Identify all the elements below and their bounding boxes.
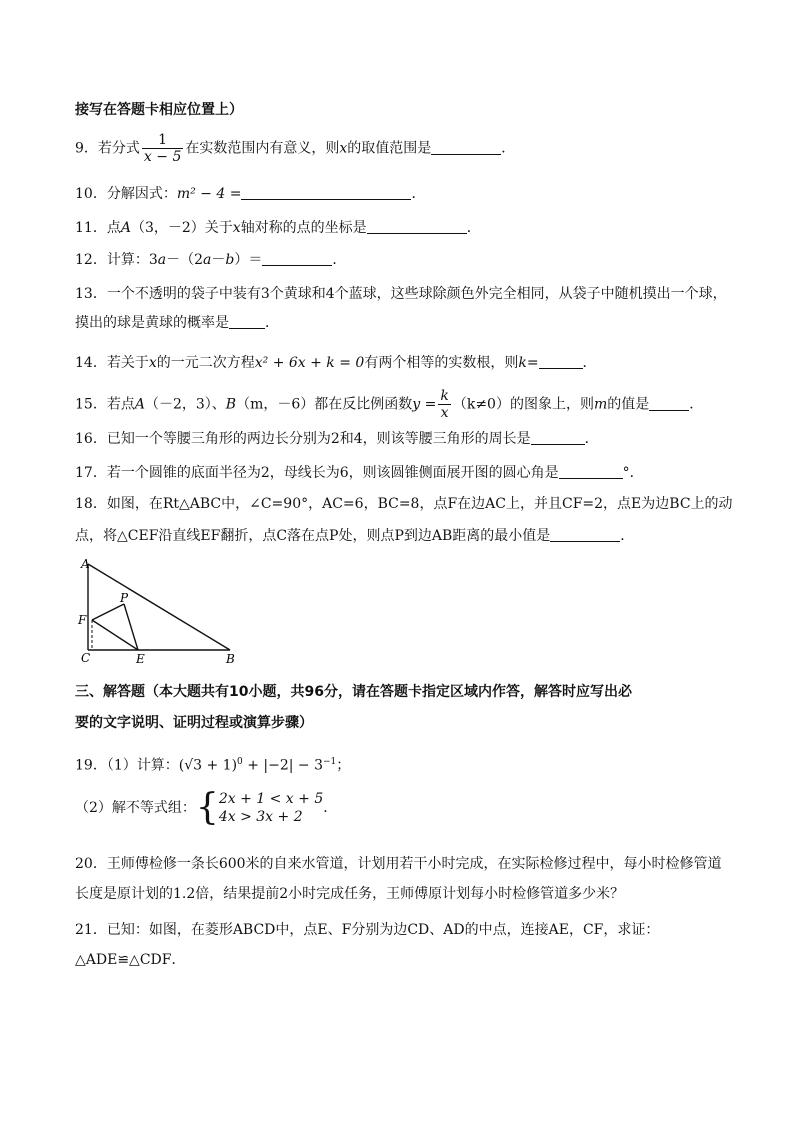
section-3-title-line-2: 要的文字说明、证明过程或演算步骤） (75, 715, 313, 731)
q15-point-b: B (225, 396, 237, 413)
q19-p2-end: ． (323, 800, 338, 816)
label-c: C (81, 651, 91, 665)
label-e: E (136, 652, 145, 666)
question-18-line-1: 18．如图，在Rt△ABC中，∠C=90°，AC=6，BC=8，点F在边AC上，并且CF=2，点E为边BC上的动 (75, 496, 733, 512)
question-20-line-2: 长度是原计划的1.2倍，结果提前2小时完成任务，王师傅原计划每小时检修管道多少米？ (75, 886, 625, 902)
q12-answer-blank[interactable] (262, 251, 332, 266)
label-p: P (120, 591, 129, 605)
q12-var-a2: a (203, 252, 212, 268)
q11-answer-blank[interactable] (367, 219, 467, 234)
q19-inequality-2: 4x > 3x + 2 (218, 809, 303, 825)
q18-end: ． (620, 528, 635, 544)
q10-end: ． (411, 186, 426, 202)
q16-end: ． (584, 431, 599, 447)
q9-answer-blank[interactable] (431, 140, 501, 155)
q16-answer-blank[interactable] (531, 430, 585, 445)
question-12 (75, 250, 346, 270)
question-21-line-1: 21．已知：如图，在菱形ABCD中，点E、F分别为边CD、AD的中点，连接AE，CF，求证： (75, 922, 660, 938)
q11-text: 轴对称的点的坐标是 (240, 220, 367, 236)
q12-var-b: b (225, 252, 235, 268)
q11-point: A (120, 220, 131, 236)
question-9 (75, 132, 515, 165)
q11-coords: （3，－2）关于 (130, 220, 233, 236)
q17-answer-blank[interactable] (559, 464, 623, 479)
q9-prefix: 9．若分式 (75, 140, 140, 157)
q13-end: ． (265, 315, 279, 331)
q12-var-a: a (157, 252, 167, 268)
q19-p1-expr1: (√3 + 1) (178, 757, 238, 774)
q19-p2-prefix: （2）解不等式组： (75, 800, 196, 816)
q17-text: 17．若一个圆锥的底面半径为2，母线长为6，则该圆锥侧面展开图的圆心角是 (75, 465, 559, 481)
label-f: F (78, 613, 87, 627)
q19-p1-prefix: 19．（1）计算： (75, 757, 179, 774)
q19-p1-exponent: −1 (323, 757, 337, 767)
q9-text: 在实数范围内有意义，则 (185, 140, 340, 157)
q14-text-2: 有两个相等的实数根，则 (364, 355, 519, 371)
q9-fraction (142, 132, 183, 165)
q15-y: y = (412, 396, 437, 413)
q10-prefix: 10．分解因式： (75, 186, 177, 202)
label-b: B (226, 652, 235, 666)
q14-prefix: 14．若关于 (75, 355, 149, 371)
q15-text: 的值是 (607, 396, 650, 413)
segment-ab (88, 564, 230, 650)
segment-pe (124, 604, 138, 650)
q14-text: 的一元二次方程 (156, 355, 255, 371)
q12-prefix: 12．计算：3 (75, 252, 158, 268)
q15-coords-b: （m，－6）都在反比例函数 (236, 396, 413, 413)
q15-numerator: k (440, 388, 449, 404)
q11-end: ． (466, 220, 481, 236)
q9-denominator: x − 5 (143, 149, 182, 165)
q14-var: x (148, 355, 157, 371)
q14-eqsign: = (526, 355, 539, 371)
q9-text-2: 的取值范围是 (347, 140, 432, 157)
q14-equation: x² + 6x + k = 0 (254, 355, 365, 371)
question-14 (75, 353, 597, 373)
question-13-line-2 (75, 313, 279, 333)
q9-end: ． (501, 140, 516, 157)
q18-answer-blank[interactable] (550, 527, 620, 542)
question-13-line-1: 13．一个不透明的袋子中装有3个黄球和4个蓝球，这些球除颜色外完全相同，从袋子中随机摸出一个球， (75, 286, 727, 302)
q15-point-a: A (134, 396, 145, 413)
q15-var-m: m (593, 396, 608, 413)
question-19-part-2 (75, 787, 338, 828)
q15-prefix: 15．若点 (75, 396, 135, 413)
q19-inequality-system (219, 790, 323, 826)
q15-coords-a: （－2，3）、 (144, 396, 226, 413)
question-10 (75, 184, 425, 204)
q15-condition: （k≠0）的图象上，则 (452, 396, 594, 413)
question-11 (75, 218, 481, 238)
q19-p1-exponent-zero: 0 (237, 757, 243, 767)
q12-end: ． (332, 252, 347, 268)
q14-end: ． (582, 355, 597, 371)
section-3-title-line-1: 三、解答题（本大题共有10小题，共96分，请在答题卡指定区域内作答，解答时应写出必 (75, 684, 632, 700)
q15-end: ． (689, 396, 704, 413)
question-18-line-2 (75, 526, 634, 546)
q12-close: ）＝ (234, 252, 263, 268)
q13-text: 摸出的球是黄球的概率是 (75, 315, 229, 331)
label-a: A (81, 557, 90, 571)
question-19-part-1 (75, 752, 350, 776)
q15-denominator: x (440, 405, 449, 421)
question-20-line-1: 20．王师傅检修一条长600米的自来水管道，计划用若干小时完成，在实际检修过程中，每小时检修管道 (75, 856, 722, 872)
q19-brace: { (195, 787, 219, 828)
q9-numerator: 1 (142, 132, 183, 149)
q14-var-k: k (518, 355, 527, 371)
q19-inequality-1: 2x + 1 < x + 5 (218, 791, 324, 807)
q10-expr: m² − 4 = (176, 186, 242, 202)
q12-mid: －（2 (166, 252, 204, 268)
section-header-fragment: 接写在答题卡相应位置上） (75, 102, 243, 118)
question-16 (75, 429, 599, 449)
segment-fe (92, 620, 138, 650)
question-17 (75, 463, 644, 483)
q16-text: 16．已知一个等腰三角形的两边长分别为2和4，则该等腰三角形的周长是 (75, 431, 531, 447)
q11-var: x (232, 220, 241, 236)
q17-end: °． (622, 465, 644, 481)
q15-answer-blank[interactable] (649, 396, 689, 411)
q10-answer-blank[interactable] (241, 185, 411, 200)
q15-fraction (438, 388, 450, 421)
q18-text: 点，将△CEF沿直线EF翻折，点C落在点P处，则点P到边AB距离的最小值是 (75, 528, 551, 544)
q9-var: x (339, 140, 348, 157)
q19-p1-expr2: + |−2| − 3 (242, 757, 324, 774)
q14-answer-blank[interactable] (539, 354, 583, 369)
segment-fp (92, 604, 124, 620)
q12-minus: － (211, 252, 226, 268)
q11-prefix: 11．点 (75, 220, 121, 236)
q19-p1-end: ； (336, 757, 351, 774)
question-21-line-2: △ADE≌△CDF． (75, 952, 186, 968)
triangle-figure (72, 556, 242, 668)
question-15 (75, 388, 703, 421)
q13-answer-blank[interactable] (229, 314, 265, 329)
